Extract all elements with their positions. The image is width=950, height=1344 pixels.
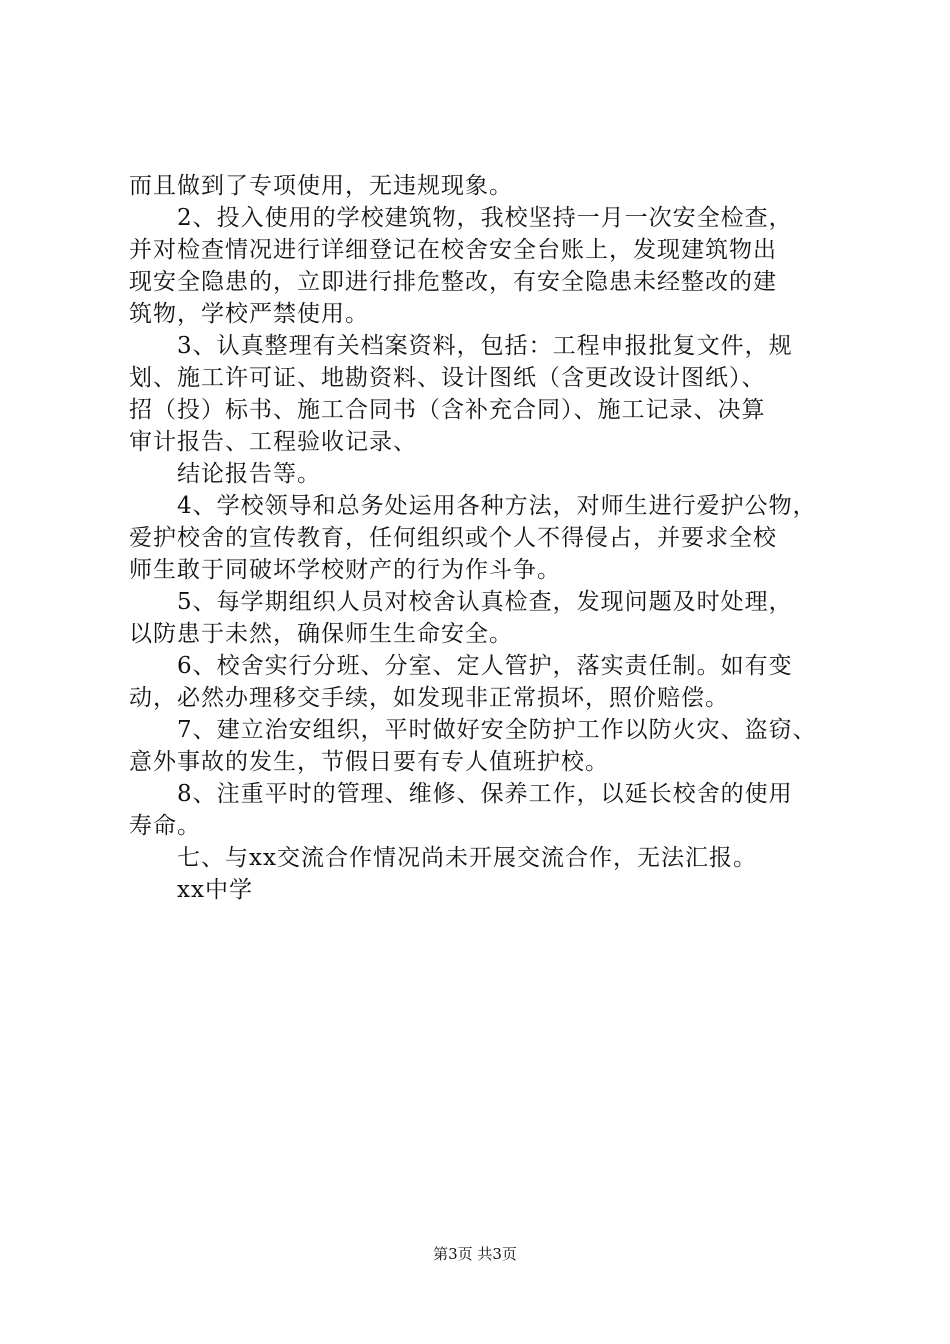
text-line: 并对检查情况进行详细登记在校舍安全台账上，发现建筑物出 (129, 237, 777, 263)
text-line: 划、施工许可证、地勘资料、设计图纸（含更改设计图纸）、 (129, 365, 766, 391)
text-line: 7、建立治安组织，平时做好安全防护工作以防火灾、盗窃、 (177, 717, 817, 743)
text-line: 筑物，学校严禁使用。 (129, 301, 369, 327)
page-number: 第3页 共3页 (433, 1245, 517, 1263)
text-line: 2、投入使用的学校建筑物，我校坚持一月一次安全检查， (177, 205, 793, 231)
text-line: 以防患于未然，确保师生生命安全。 (129, 621, 513, 647)
text-line: 3、认真整理有关档案资料，包括：工程申报批复文件，规 (177, 333, 793, 359)
text-line: 8、注重平时的管理、维修、保养工作，以延长校舍的使用 (177, 781, 793, 807)
text-line: 而且做到了专项使用，无违规现象。 (129, 173, 513, 199)
text-line: 动，必然办理移交手续，如发现非正常损坏，照价赔偿。 (129, 685, 729, 711)
text-line: 审计报告、工程验收记录、 (129, 429, 417, 455)
text-line: 爱护校舍的宣传教育，任何组织或个人不得侵占，并要求全校 (129, 525, 777, 551)
text-line: 现安全隐患的，立即进行排危整改，有安全隐患未经整改的建 (129, 269, 777, 295)
text-line: 6、校舍实行分班、分室、定人管护，落实责任制。如有变 (177, 653, 793, 679)
page-footer (0, 1244, 950, 1264)
text-line: 招（投）标书、施工合同书（含补充合同）、施工记录、决算 (129, 397, 766, 423)
signature-line: xx中学 (177, 877, 253, 903)
text-line: 七、与xx交流合作情况尚未开展交流合作，无法汇报。 (177, 845, 757, 871)
text-line: 师生敢于同破坏学校财产的行为作斗争。 (129, 557, 561, 583)
document-body (129, 170, 834, 906)
text-line: 结论报告等。 (177, 461, 321, 487)
text-line: 意外事故的发生，节假日要有专人值班护校。 (129, 749, 609, 775)
text-line: 4、学校领导和总务处运用各种方法，对师生进行爱护公物， (177, 493, 817, 519)
text-line: 5、每学期组织人员对校舍认真检查，发现问题及时处理， (177, 589, 793, 615)
text-line: 寿命。 (129, 813, 201, 839)
